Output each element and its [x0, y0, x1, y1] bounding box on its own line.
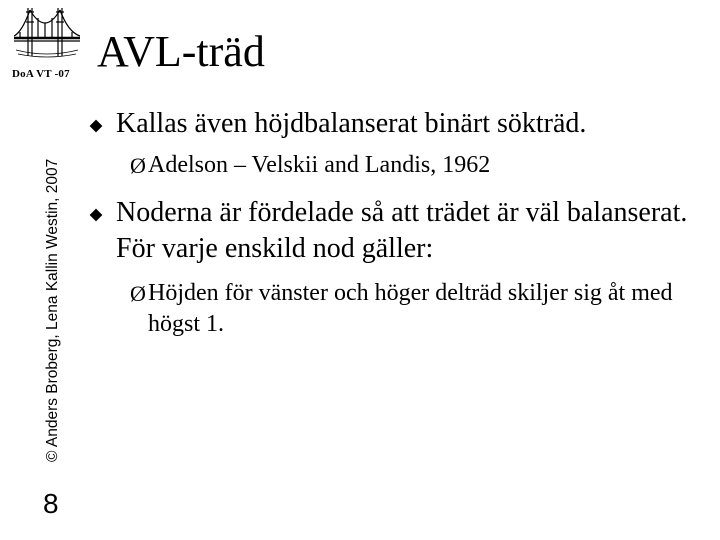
bridge-logo-icon: [14, 2, 80, 62]
bullet-text: Kallas även höjdbalanserat binärt sökträd.: [116, 108, 587, 139]
bullet-item: [88, 195, 708, 267]
copyright-notice: © Anders Broberg, Lena Kallin Westin, 2007: [44, 158, 61, 462]
slide-title: AVL-träd: [97, 27, 265, 76]
bullet-item: [88, 106, 708, 142]
bullet-text: Noderna är fördelade så att trädet är väl balanserat. För varje enskild nod gäller:: [116, 197, 688, 264]
square-bullet-icon: [88, 207, 104, 223]
sub-bullet-text: Adelson – Velskii and Landis, 1962: [148, 152, 491, 178]
sub-bullet-item: [130, 278, 690, 340]
square-bullet-icon: [88, 118, 104, 134]
arrow-bullet-icon: Ø: [130, 281, 146, 306]
sub-bullet-text: Höjden för vänster och höger delträd skiljer sig åt med högst 1.: [148, 280, 673, 337]
arrow-bullet-icon: Ø: [130, 153, 146, 178]
page-number: 8: [43, 488, 59, 519]
course-label: DoA VT -07: [12, 68, 70, 80]
sub-bullet-item: [130, 150, 690, 181]
